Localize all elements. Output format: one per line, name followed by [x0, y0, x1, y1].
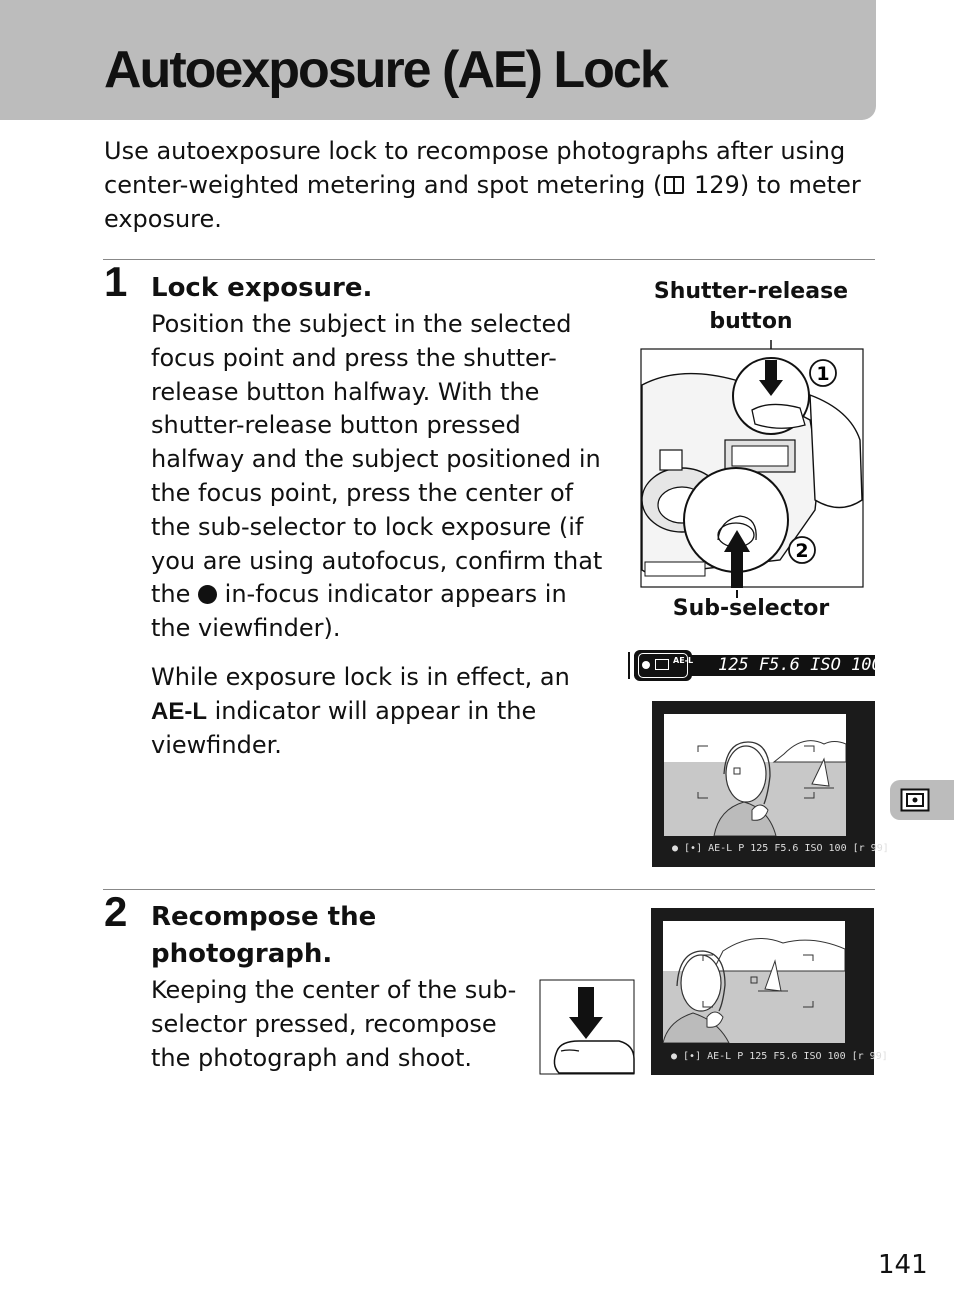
- sub-selector-label: Sub-selector: [672, 596, 830, 621]
- viewfinder-image-1: [652, 701, 889, 867]
- chapter-tab: [890, 780, 954, 820]
- step-1-body-part2: in-focus indicator appears in the viewfinder).: [151, 580, 567, 643]
- camera-illustration: [640, 340, 864, 590]
- book-ref-icon: [664, 176, 684, 194]
- viewfinder-lcd-2: ● [•] AE-L P 125 F5.6 ISO 100 [r 99]: [671, 1051, 888, 1062]
- step-2-heading: [151, 899, 376, 973]
- intro-ref: 129: [694, 171, 740, 199]
- step-1-heading: Lock exposure.: [151, 273, 373, 303]
- intro-paragraph: [104, 134, 864, 236]
- press-finger-icon: [539, 979, 635, 1075]
- step-1-body: [151, 308, 611, 646]
- step-2-heading-line1: Recompose the: [151, 902, 377, 932]
- step-1-number: 1: [104, 258, 128, 305]
- step-2-number: 2: [104, 888, 128, 935]
- ael-bar-text: AE-L: [673, 656, 694, 665]
- intro-text-1: Use autoexposure lock to recompose photographs after using center-weighted metering and spot metering (: [104, 137, 846, 199]
- viewfinder-info-bar: [628, 652, 882, 679]
- section-divider-2: [103, 889, 875, 890]
- step-1-note-after: indicator will appear in the viewfinder.: [151, 696, 537, 759]
- page-title: Autoexposure (AE) Lock: [104, 41, 667, 99]
- ae-l-indicator-text: AE-L: [151, 697, 207, 725]
- shutter-release-label: Shutter-release button: [653, 279, 849, 334]
- metering-icon: [655, 659, 669, 670]
- in-focus-indicator-icon: [198, 585, 217, 604]
- callout-2: 2: [795, 540, 809, 562]
- page-number: 141: [878, 1250, 928, 1280]
- intro-text-2: ) to meter exposure.: [104, 171, 861, 233]
- callout-1: 1: [816, 363, 830, 385]
- viewfinder-lcd-1: ● [•] AE-L P 125 F5.6 ISO 100 [r 99]: [672, 843, 889, 854]
- step-1-note: [151, 661, 611, 762]
- viewfinder-image-2: [651, 908, 888, 1075]
- step-1-note-before: While exposure lock is in effect, an: [151, 663, 570, 691]
- step-1-body-part1: Position the subject in the selected focus point and press the shutter-release button halfway. With the shutter-release button pressed halfway and the subject positioned in the focus point, press the center of the sub-selector to lock exposure (if you are using autofocus, confirm that the: [151, 310, 603, 609]
- step-2-heading-line2: photograph.: [151, 939, 333, 969]
- viewfinder-readout: 125 F5.6 ISO 100: [718, 655, 882, 675]
- section-divider: [103, 259, 875, 260]
- focus-dot-icon: [642, 661, 650, 669]
- step-2-body: Keeping the center of the sub-selector pressed, recompose the photograph and shoot.: [151, 976, 517, 1072]
